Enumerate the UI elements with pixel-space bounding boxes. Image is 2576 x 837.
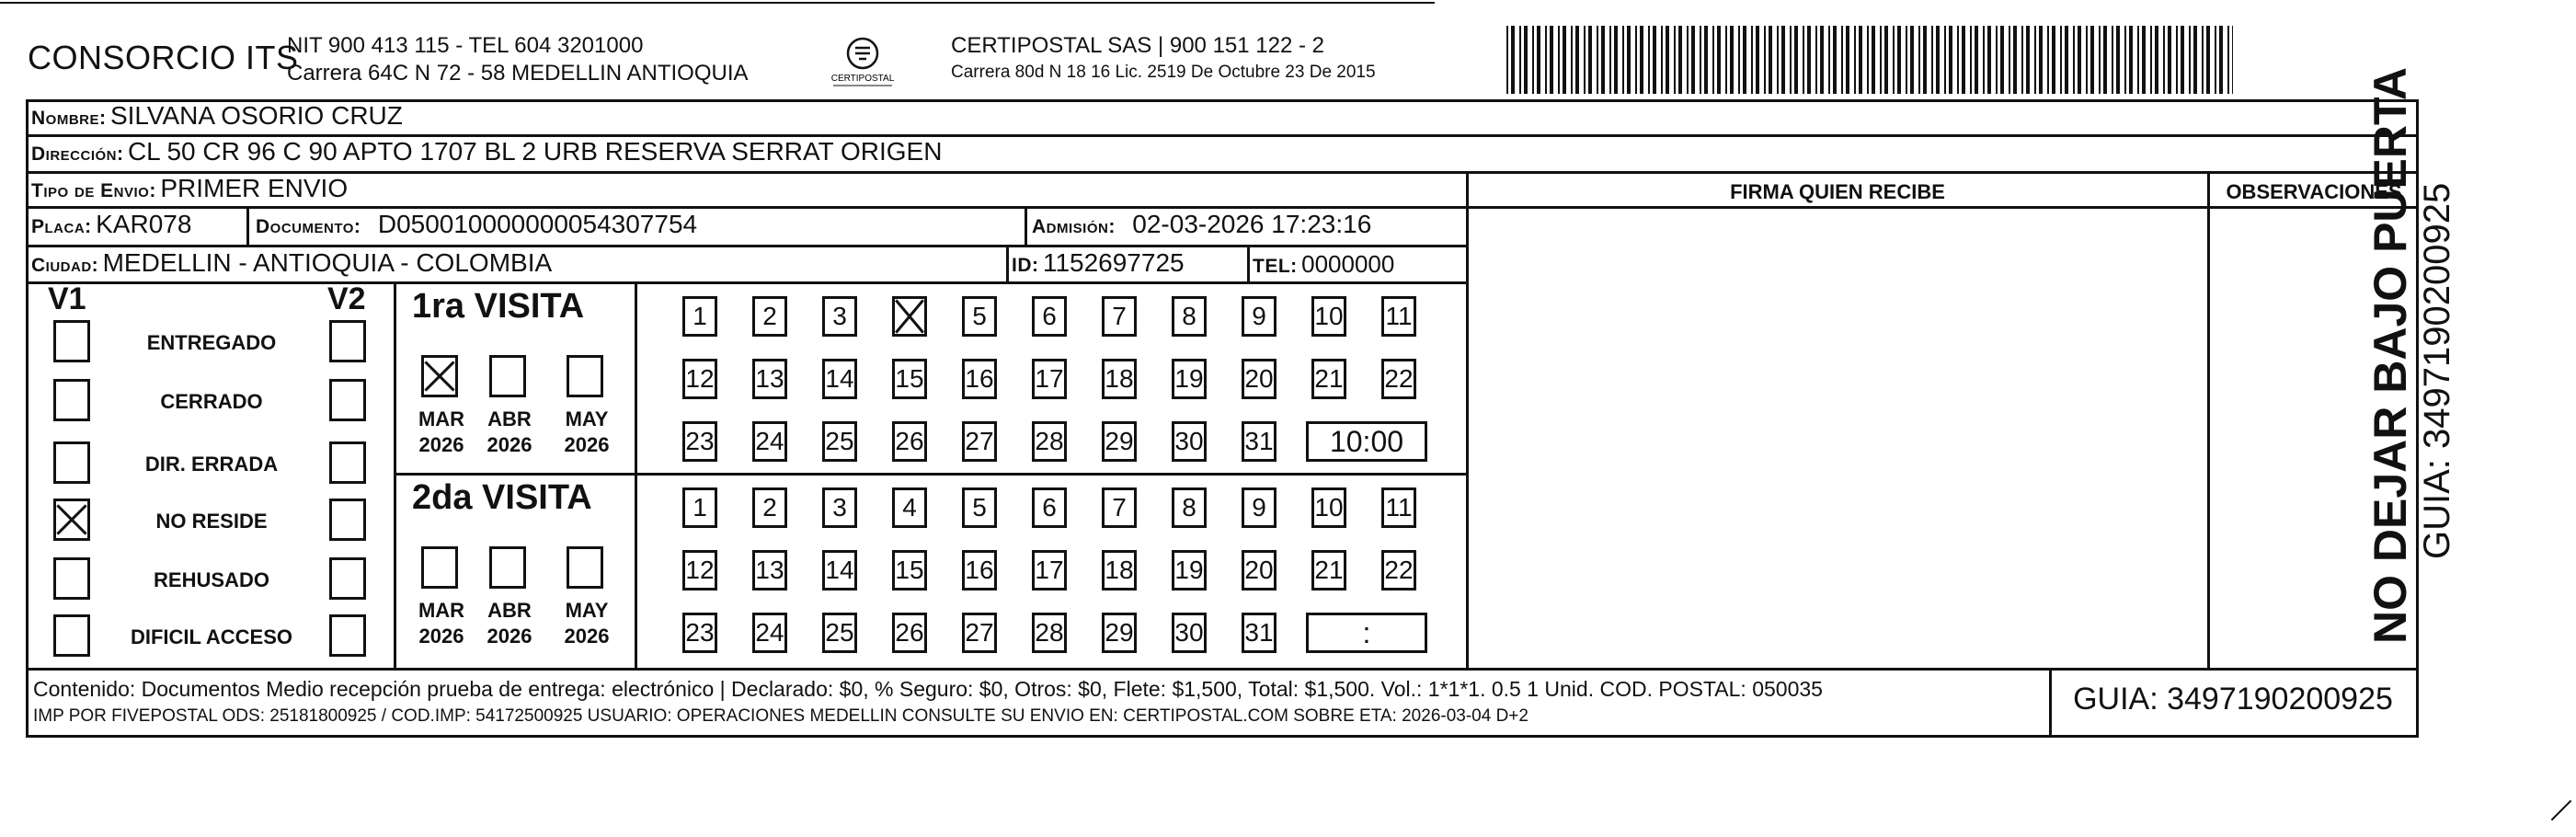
v2-header: V2 xyxy=(327,281,366,316)
day-box[interactable]: 26 xyxy=(892,613,927,653)
status-v2-checkbox[interactable] xyxy=(329,499,366,541)
admision-cell xyxy=(1032,210,1371,239)
row-divider xyxy=(26,245,1466,247)
day-box[interactable]: 15 xyxy=(892,550,927,590)
day-box[interactable]: 2 xyxy=(752,296,787,337)
col-divider xyxy=(2207,171,2210,668)
day-box[interactable]: 13 xyxy=(752,359,787,399)
day-box[interactable]: 4 xyxy=(892,487,927,528)
day-box[interactable] xyxy=(892,296,927,337)
day-box[interactable]: 18 xyxy=(1102,359,1137,399)
ciudad-value: MEDELLIN - ANTIOQUIA - COLOMBIA xyxy=(102,248,553,277)
status-v2-checkbox[interactable] xyxy=(329,379,366,421)
day-box[interactable]: 31 xyxy=(1242,613,1277,653)
ciudad-label: Ciudad: xyxy=(31,255,99,276)
month-year: 2026 xyxy=(564,625,610,648)
documento-value: D050010000000054307754 xyxy=(377,210,698,238)
tipo-label: Tipo de Envio: xyxy=(31,180,156,201)
day-box[interactable]: 25 xyxy=(822,613,857,653)
month-checkbox[interactable] xyxy=(567,355,603,397)
day-box[interactable]: 20 xyxy=(1242,359,1277,399)
day-box[interactable]: 23 xyxy=(682,613,717,653)
day-box[interactable]: 8 xyxy=(1172,296,1207,337)
day-box[interactable]: 29 xyxy=(1102,613,1137,653)
status-label: ENTREGADO xyxy=(146,331,277,354)
day-box[interactable]: 22 xyxy=(1381,550,1416,590)
day-box[interactable]: 22 xyxy=(1381,359,1416,399)
day-box[interactable]: 21 xyxy=(1311,359,1346,399)
day-box[interactable]: 12 xyxy=(682,359,717,399)
col-divider xyxy=(1247,245,1250,281)
day-box[interactable]: 17 xyxy=(1032,359,1067,399)
carrier-name: CERTIPOSTAL SAS | 900 151 122 - 2 xyxy=(951,33,1324,58)
row-divider xyxy=(26,171,2419,174)
company-address: Carrera 64C N 72 - 58 MEDELLIN ANTIOQUIA xyxy=(287,61,749,86)
month-checkbox[interactable] xyxy=(567,546,603,589)
status-v1-checkbox[interactable] xyxy=(53,379,90,421)
placa-cell xyxy=(31,210,191,239)
month-label xyxy=(482,598,537,649)
firma-header: FIRMA QUIEN RECIBE xyxy=(1730,180,1945,203)
direccion-value: CL 50 CR 96 C 90 APTO 1707 BL 2 URB RESERVA SERRAT ORIGEN xyxy=(127,137,943,166)
day-box[interactable]: 10 xyxy=(1311,296,1346,337)
tel-cell xyxy=(1253,250,1394,279)
day-box[interactable]: 13 xyxy=(752,550,787,590)
day-box[interactable]: 14 xyxy=(822,359,857,399)
day-box[interactable]: 28 xyxy=(1032,613,1067,653)
documento-label: Documento: xyxy=(256,216,361,237)
status-v1-checkbox[interactable] xyxy=(53,499,90,541)
month-year: 2026 xyxy=(487,433,532,456)
visit-divider xyxy=(395,473,1466,476)
certipostal-logo-icon xyxy=(820,33,905,92)
status-v1-checkbox[interactable] xyxy=(53,557,90,600)
day-box[interactable]: 24 xyxy=(752,613,787,653)
day-box[interactable]: 24 xyxy=(752,421,787,462)
month-name: MAR xyxy=(418,599,465,622)
month-label xyxy=(414,598,469,649)
nombre-label: Nombre: xyxy=(31,108,107,129)
status-label: NO RESIDE xyxy=(155,510,268,533)
day-box[interactable]: 8 xyxy=(1172,487,1207,528)
day-box[interactable]: 9 xyxy=(1242,296,1277,337)
status-v1-checkbox[interactable] xyxy=(53,320,90,362)
documento-cell xyxy=(256,210,697,239)
placa-value: KAR078 xyxy=(96,210,192,238)
placa-label: Placa: xyxy=(31,216,92,237)
day-box[interactable]: 10 xyxy=(1311,487,1346,528)
admision-label: Admisión: xyxy=(1032,216,1116,237)
no-dejar-warning: NO DEJAR BAJO PUERTA xyxy=(2364,67,2416,644)
month-label xyxy=(559,598,614,649)
side-guia-number: GUIA: 3497190200925 xyxy=(2417,182,2457,559)
status-v2-checkbox[interactable] xyxy=(329,614,366,657)
month-year: 2026 xyxy=(564,433,610,456)
month-label xyxy=(482,407,537,458)
ciudad-cell xyxy=(31,248,552,278)
day-box[interactable]: 7 xyxy=(1102,296,1137,337)
day-box[interactable]: 26 xyxy=(892,421,927,462)
barcode-icon xyxy=(1506,26,2233,94)
status-label: CERRADO xyxy=(160,390,263,413)
month-name: ABR xyxy=(487,599,532,622)
id-cell xyxy=(1012,248,1185,278)
day-box[interactable]: 16 xyxy=(962,359,997,399)
col-divider xyxy=(635,281,637,668)
month-checkbox[interactable] xyxy=(489,546,526,589)
day-box[interactable]: 1 xyxy=(682,487,717,528)
col-divider xyxy=(1466,171,1469,668)
day-box[interactable]: 12 xyxy=(682,550,717,590)
day-box[interactable]: 6 xyxy=(1032,487,1067,528)
day-box[interactable]: 9 xyxy=(1242,487,1277,528)
day-box[interactable]: 19 xyxy=(1172,550,1207,590)
day-box[interactable]: 11 xyxy=(1381,296,1416,337)
day-box[interactable]: 15 xyxy=(892,359,927,399)
company-nit: NIT 900 413 115 - TEL 604 3201000 xyxy=(287,33,644,58)
day-box[interactable]: 30 xyxy=(1172,613,1207,653)
day-box[interactable]: 17 xyxy=(1032,550,1067,590)
status-v1-checkbox[interactable] xyxy=(53,614,90,657)
month-year: 2026 xyxy=(418,433,464,456)
carrier-license: Carrera 80d N 18 16 Lic. 2519 De Octubre 23 De 2015 xyxy=(951,63,1376,82)
direccion-row xyxy=(31,137,942,166)
day-box[interactable]: 6 xyxy=(1032,296,1067,337)
status-v2-checkbox[interactable] xyxy=(329,441,366,484)
row-divider xyxy=(1466,206,2419,209)
visit-time-box[interactable]: 10:00 xyxy=(1306,421,1427,462)
day-box[interactable]: 21 xyxy=(1311,550,1346,590)
month-name: MAR xyxy=(418,407,465,430)
tipo-value: PRIMER ENVIO xyxy=(160,174,349,202)
day-box[interactable]: 5 xyxy=(962,487,997,528)
col-divider xyxy=(1006,245,1009,281)
day-box[interactable]: 19 xyxy=(1172,359,1207,399)
id-label: ID: xyxy=(1012,255,1039,276)
day-box[interactable]: 2 xyxy=(752,487,787,528)
observaciones-header: OBSERVACIONES xyxy=(2226,180,2402,203)
day-box[interactable]: 1 xyxy=(682,296,717,337)
month-year: 2026 xyxy=(487,625,532,648)
col-divider xyxy=(394,281,396,668)
visit-title: 2da VISITA xyxy=(412,478,592,517)
admision-value: 02-03-2026 17:23:16 xyxy=(1132,210,1372,238)
month-checkbox[interactable] xyxy=(421,546,458,589)
day-box[interactable]: 31 xyxy=(1242,421,1277,462)
day-box[interactable]: 14 xyxy=(822,550,857,590)
corner-mark xyxy=(2551,800,2572,821)
status-v2-checkbox[interactable] xyxy=(329,320,366,362)
day-box[interactable]: 27 xyxy=(962,613,997,653)
tel-label: TEL: xyxy=(1253,256,1298,277)
status-v1-checkbox[interactable] xyxy=(53,441,90,484)
month-name: MAY xyxy=(565,599,609,622)
tipo-row xyxy=(31,174,348,203)
day-box[interactable]: 28 xyxy=(1032,421,1067,462)
status-label: REHUSADO xyxy=(154,568,269,591)
status-label: DIR. ERRADA xyxy=(144,453,279,476)
month-checkbox[interactable] xyxy=(421,355,458,397)
visit-title: 1ra VISITA xyxy=(412,287,585,326)
day-box[interactable]: 29 xyxy=(1102,421,1137,462)
footer-print-info: IMP POR FIVEPOSTAL ODS: 25181800925 / COD.IMP: 54172500925 USUARIO: OPERACIONES MEDELLIN CONSULTE SU ENVIO EN: CERTIPOSTAL.COM SOBRE ETA: 2026-03-04 D+2 xyxy=(33,706,1528,726)
visit-time-box[interactable]: : xyxy=(1306,613,1427,653)
row-divider xyxy=(26,281,1466,284)
day-box[interactable]: 16 xyxy=(962,550,997,590)
day-box[interactable]: 3 xyxy=(822,296,857,337)
company-name: CONSORCIO ITS xyxy=(28,39,299,76)
month-label xyxy=(414,407,469,458)
month-checkbox[interactable] xyxy=(489,355,526,397)
day-box[interactable]: 23 xyxy=(682,421,717,462)
direccion-label: Dirección: xyxy=(31,143,124,165)
day-box[interactable]: 5 xyxy=(962,296,997,337)
day-box[interactable]: 7 xyxy=(1102,487,1137,528)
month-name: ABR xyxy=(487,407,532,430)
day-box[interactable]: 18 xyxy=(1102,550,1137,590)
day-box[interactable]: 20 xyxy=(1242,550,1277,590)
footer-contents: Contenido: Documentos Medio recepción prueba de entrega: electrónico | Declarado: $0, % Seguro: $0, Otros: $0, Flete: $1,500, Total: $1,500. Vol.: 1*1*1. 0.5 1 Unid. COD. POSTAL: 050035 xyxy=(33,677,1823,701)
day-box[interactable]: 3 xyxy=(822,487,857,528)
id-value: 1152697725 xyxy=(1042,248,1185,277)
col-divider xyxy=(246,206,249,245)
day-box[interactable]: 27 xyxy=(962,421,997,462)
guia-number: GUIA: 3497190200925 xyxy=(2073,682,2393,717)
col-divider xyxy=(1025,206,1027,245)
month-label xyxy=(559,407,614,458)
svg-text:CERTIPOSTAL: CERTIPOSTAL xyxy=(830,74,895,84)
day-box[interactable]: 25 xyxy=(822,421,857,462)
status-label: DIFICIL ACCESO xyxy=(130,625,292,648)
day-box[interactable]: 30 xyxy=(1172,421,1207,462)
v1-header: V1 xyxy=(48,281,86,316)
page-top-rule xyxy=(0,2,1435,4)
nombre-row xyxy=(31,101,403,131)
tel-value: 0000000 xyxy=(1301,250,1395,278)
month-year: 2026 xyxy=(418,625,464,648)
status-v2-checkbox[interactable] xyxy=(329,557,366,600)
month-name: MAY xyxy=(565,407,609,430)
row-divider xyxy=(26,206,1466,209)
nombre-value: SILVANA OSORIO CRUZ xyxy=(109,101,403,130)
day-box[interactable]: 11 xyxy=(1381,487,1416,528)
